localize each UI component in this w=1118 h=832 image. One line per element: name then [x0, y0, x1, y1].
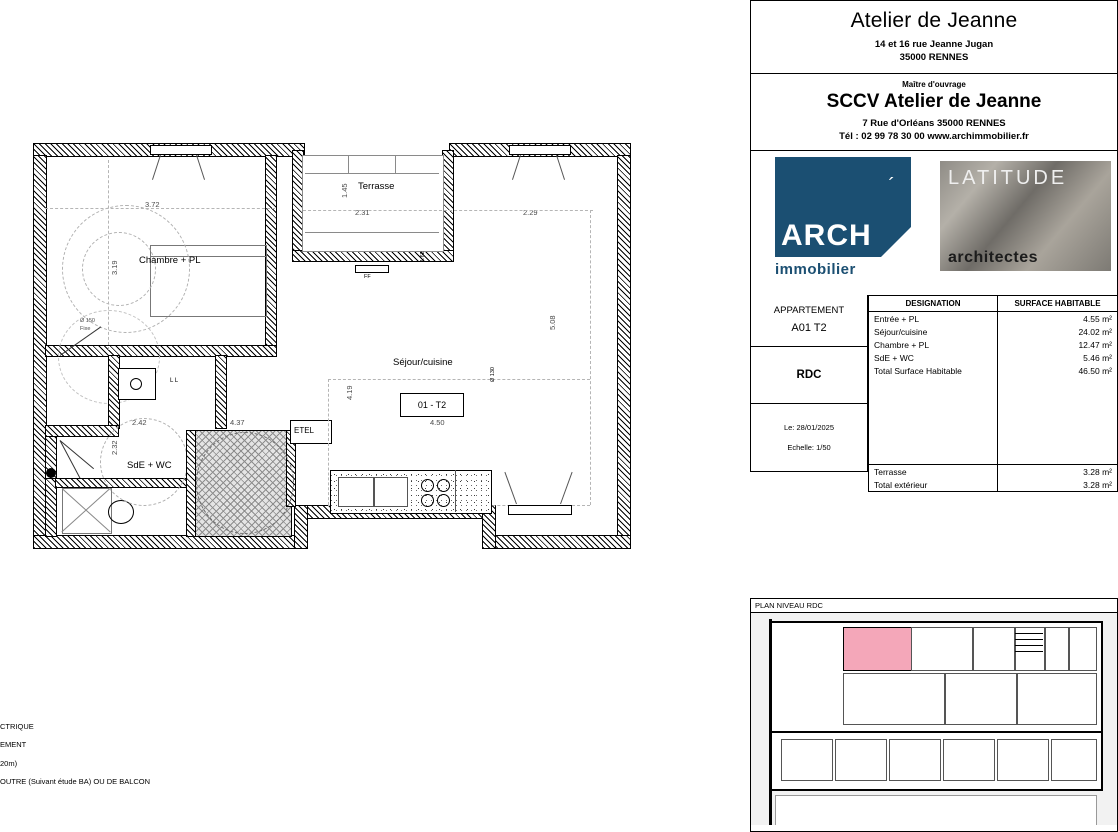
key-plan-unit-7	[1017, 673, 1097, 725]
owner-label: Maître d'ouvrage	[902, 79, 966, 89]
key-plan-unit-8	[781, 739, 833, 781]
key-plan-edge	[769, 619, 772, 825]
living-guide-h	[328, 379, 590, 380]
surface-table	[868, 295, 1118, 492]
cell-value: 12.47 m²	[998, 338, 1118, 351]
key-plan-stair-line-2	[1015, 639, 1043, 640]
key-plan-highlight	[843, 627, 913, 671]
table-header-row	[869, 296, 1118, 312]
dim-3-19: 3.19	[110, 260, 119, 275]
key-plan-stair-line-3	[1015, 645, 1043, 646]
date-text: Le: 28/01/2025	[783, 423, 835, 433]
key-plan-unit-1	[911, 627, 973, 671]
header-surface: SURFACE HABITABLE	[998, 296, 1118, 312]
note-ff: FF	[364, 274, 371, 280]
apartment-label: APPARTEMENT	[773, 305, 845, 317]
dim-4-50: 4.50	[430, 418, 445, 427]
dim-1-45: 1.45	[340, 183, 349, 198]
living-guide-v2	[590, 210, 591, 505]
footer-note-2: EMENT	[0, 740, 27, 750]
table-row	[869, 351, 1118, 364]
key-plan-unit-4	[1069, 627, 1097, 671]
arch-logo-word: ARCH	[781, 219, 872, 253]
window-swing-2	[196, 155, 205, 180]
hob-burner-2	[437, 479, 450, 492]
cell-value: 3.28 m²	[998, 478, 1118, 492]
window-living	[509, 145, 571, 155]
dim-2-42: 2.42	[132, 418, 147, 427]
key-plan-unit-6	[945, 673, 1017, 725]
key-plan-unit-10	[889, 739, 941, 781]
apartment-code: A01 T2	[791, 322, 827, 335]
terrace-line-3	[348, 155, 349, 173]
cell-name: Total Surface Habitable	[869, 364, 998, 377]
room-label-sejour: Séjour/cuisine	[393, 357, 453, 368]
key-plan-stair-line-1	[1015, 633, 1043, 634]
key-plan-unit-9	[835, 739, 887, 781]
footer-note-1: CTRIQUE	[0, 722, 34, 731]
apartment-cell	[750, 295, 868, 347]
wall-hall-right	[215, 355, 227, 429]
cell-value: 5.46 m²	[998, 351, 1118, 364]
spacer-right	[998, 377, 1118, 465]
door-entry-leaf-1	[60, 440, 94, 469]
level-cell: RDC	[750, 347, 868, 404]
key-plan-unit-13	[1051, 739, 1097, 781]
key-plan-unit-3	[1045, 627, 1069, 671]
terrace-line-4	[395, 155, 396, 173]
window-swing-4	[556, 155, 565, 180]
key-plan-street	[775, 795, 1097, 825]
cell-value: 4.55 m²	[998, 312, 1118, 326]
table-row	[869, 325, 1118, 338]
table-row-total	[869, 364, 1118, 377]
cell-name: Terrasse	[869, 465, 998, 479]
owner-contact: Tél : 02 99 78 30 00 www.archimmobilier.fr	[839, 130, 1029, 142]
key-plan-body	[751, 613, 1117, 825]
note-ll: L L	[170, 378, 179, 384]
header-designation: DESIGNATION	[869, 296, 998, 312]
terrace-line-1	[305, 173, 439, 174]
project-address-line1: 14 et 16 rue Jeanne Jugan	[874, 39, 994, 50]
key-plan-unit-5	[843, 673, 945, 725]
cell-value: 24.02 m²	[998, 325, 1118, 338]
latitude-logo-image	[940, 161, 1111, 271]
project-address-line2: 35000 RENNES	[899, 51, 969, 63]
sink-drain	[374, 477, 408, 507]
wall-bottom-step-left	[294, 505, 308, 549]
room-label-terrasse: Terrasse	[358, 181, 395, 192]
window-swing-1	[152, 155, 161, 180]
hob-burner-1	[421, 479, 434, 492]
arch-accent-icon: ´	[888, 175, 895, 198]
dim-2-29: 2.29	[523, 208, 538, 217]
arch-logo-sub: immobilier	[775, 261, 856, 279]
hob-burner-3	[421, 494, 434, 507]
note-d150: Ø 150	[80, 318, 95, 324]
bedroom-radius-small	[82, 232, 156, 306]
cell-name: Chambre + PL	[869, 338, 998, 351]
info-and-surfaces	[750, 295, 1118, 492]
table-row-exterior-total	[869, 478, 1118, 492]
footer-notes	[0, 718, 150, 792]
table-spacer	[869, 377, 1118, 465]
key-plan-stair-line-4	[1015, 651, 1043, 652]
project-address	[751, 33, 1117, 73]
door-entry-pivot	[46, 468, 56, 478]
window-living-bottom	[508, 505, 572, 515]
terrace-step	[355, 265, 389, 273]
owner-name: SCCV Atelier de Jeanne	[826, 90, 1042, 112]
info-column	[750, 295, 868, 492]
arch-logo-mark	[775, 157, 911, 257]
dim-4-37: 4.37	[230, 418, 245, 427]
wall-bottom-right	[490, 535, 631, 549]
table-row	[869, 338, 1118, 351]
latitude-logo	[934, 151, 1117, 295]
terrace-line-2	[305, 232, 439, 233]
sink	[338, 477, 374, 507]
cell-value: 3.28 m²	[998, 465, 1118, 479]
date-scale-cell	[750, 404, 868, 472]
key-plan-unit-12	[997, 739, 1049, 781]
table-row-exterior	[869, 465, 1118, 479]
room-label-chambre: Chambre + PL	[139, 255, 201, 266]
spacer-left	[869, 377, 998, 465]
cell-name: SdE + WC	[869, 351, 998, 364]
dim-2-31: 2.31	[355, 208, 370, 217]
top-guide	[303, 210, 593, 211]
dim-4-19: 4.19	[345, 385, 354, 400]
room-label-sde: SdE + WC	[127, 460, 172, 471]
owner-block	[750, 73, 1118, 151]
key-plan-unit-2	[973, 627, 1015, 671]
living-guide-v1	[328, 379, 329, 505]
note-fixe-2: Fixe	[80, 326, 91, 332]
latitude-logo-bottom: architectes	[948, 249, 1038, 267]
arch-logo	[751, 151, 934, 295]
window-bedroom	[150, 145, 212, 155]
dim-2-32: 2.32	[110, 440, 119, 455]
cell-name: Séjour/cuisine	[869, 325, 998, 338]
hob-burner-4	[437, 494, 450, 507]
electrical-dot	[130, 378, 142, 390]
key-plan-unit-11	[943, 739, 995, 781]
counter-divider	[455, 470, 456, 512]
window-swing-6	[560, 472, 573, 504]
terrace-floor	[302, 155, 444, 252]
room-label-etel: ETEL	[294, 426, 315, 435]
bedroom-guide-h	[45, 208, 275, 209]
cell-value: 46.50 m²	[998, 364, 1118, 377]
window-swing-3	[512, 155, 521, 180]
scale-text: Echelle: 1/50	[787, 442, 831, 452]
door-entry-leaf-2	[60, 440, 82, 479]
wall-tiled-left	[186, 430, 196, 537]
key-plan-title: PLAN NIVEAU RDC	[751, 599, 1117, 613]
project-header	[750, 0, 1118, 73]
wall-right	[617, 155, 631, 549]
table-row	[869, 312, 1118, 326]
key-plan	[750, 598, 1118, 832]
logo-row	[750, 150, 1118, 295]
bath-radius	[100, 418, 188, 506]
wall-bottom-left	[33, 535, 305, 549]
footer-note-4: OUTRE (Suivant étude BA) OU DE BALCON	[0, 777, 151, 787]
tiled-door-swing	[196, 432, 294, 534]
dim-3-72: 3.72	[145, 200, 160, 209]
dim-5-08: 5.08	[548, 315, 557, 330]
project-title: Atelier de Jeanne	[850, 9, 1018, 32]
owner-contact-block	[751, 113, 1117, 151]
note-d130: Ø 130	[490, 367, 496, 382]
note-162: 1.62	[420, 251, 426, 262]
arch-logo-cut	[881, 227, 911, 257]
unit-tag: 01 - T2	[400, 393, 464, 417]
latitude-logo-top: LATITUDE	[948, 167, 1068, 190]
cell-name: Total extérieur	[869, 478, 998, 492]
owner-address: 7 Rue d'Orléans 35000 RENNES	[862, 117, 1006, 129]
window-swing-5	[504, 472, 517, 504]
footer-note-3: 20m)	[0, 758, 18, 768]
cell-name: Entrée + PL	[869, 312, 998, 326]
